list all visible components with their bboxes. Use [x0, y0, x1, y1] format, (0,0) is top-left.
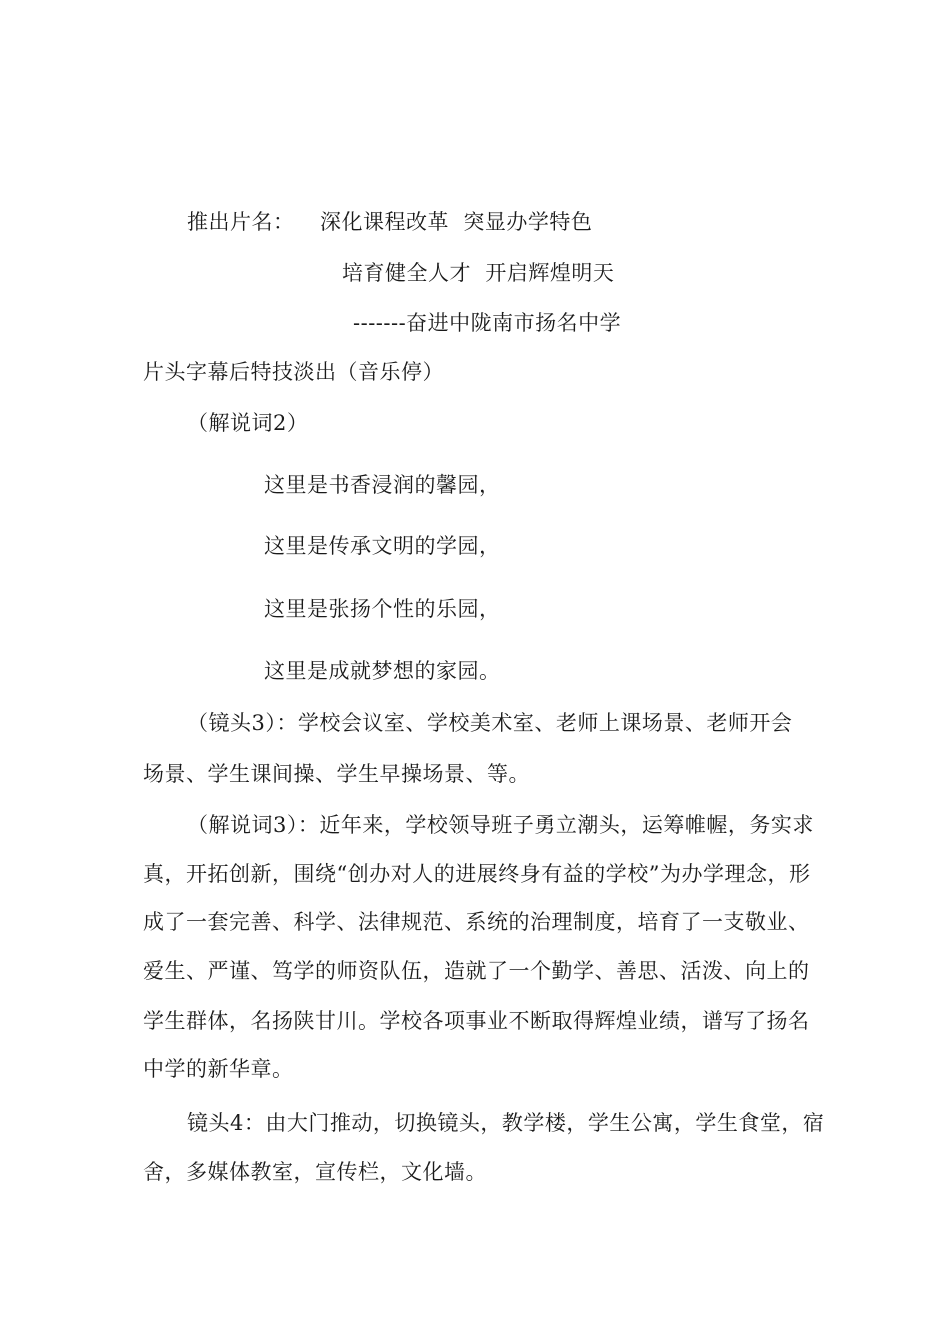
narration2-line-2: 这里是传承文明的学园， — [264, 534, 501, 558]
narration2-line-3: 这里是张扬个性的乐园， — [264, 597, 501, 621]
narration3-line-1: （解说词3）：近年来，学校领导班子勇立潮头，运筹帷幄，务实求 — [187, 813, 814, 837]
shot4-line-1: 镜头4：由大门推动，切换镜头，教学楼，学生公寓，学生食堂，宿 — [187, 1111, 825, 1135]
narration2-line-4: 这里是成就梦想的家园。 — [264, 659, 501, 683]
shot3-line-1: （镜头3）：学校会议室、学校美术室、老师上课场景、老师开会 — [187, 711, 793, 735]
intro-note: 片头字幕后特技淡出（音乐停） — [143, 360, 444, 384]
narration3-line-6: 中学的新华章。 — [143, 1057, 294, 1081]
narration2-label: （解说词2） — [187, 411, 309, 435]
title-label: 推出片名： — [187, 210, 295, 234]
narration3-line-5: 学生群体，名扬陕甘川。学校各项事业不断取得辉煌业绩，谱写了扬名 — [143, 1009, 810, 1033]
narration3-line-2: 真，开拓创新，围绕“创办对人的进展终身有益的学校”为办学理念，形 — [143, 862, 811, 886]
narration3-line-4: 爱生、严谨、笃学的师资队伍，造就了一个勤学、善思、活泼、向上的 — [143, 959, 810, 983]
title-line-2: 培育健全人才 开启辉煌明天 — [342, 261, 615, 285]
shot4-line-2: 舍，多媒体教室，宣传栏，文化墙。 — [143, 1160, 487, 1184]
narration3-line-3: 成了一套完善、科学、法律规范、系统的治理制度，培育了一支敬业、 — [143, 910, 810, 934]
title-line-3: -------奋进中陇南市扬名中学 — [353, 311, 622, 335]
shot3-line-2: 场景、学生课间操、学生早操场景、等。 — [143, 762, 530, 786]
narration2-line-1: 这里是书香浸润的馨园， — [264, 473, 501, 497]
title-line-1: 深化课程改革 突显办学特色 — [320, 210, 593, 234]
